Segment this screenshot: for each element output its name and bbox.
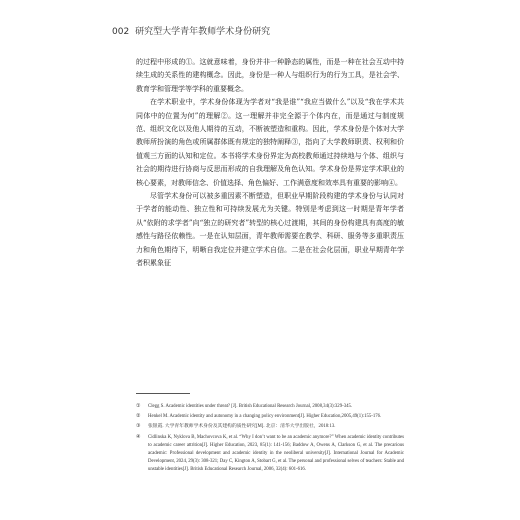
paragraph: 在学术职业中，学术身份体现为学者对“我是谁”“我应当做什么”以及“我在学术共同体中的位置为何”的理解②。这一理解并非完全源于个体内在，而是通过与制度规范、组织文化以及他人期待的互动，不断被塑造和重构。因此，学术身份是个体对大学教师所扮演的角色或所属群体既有规定的独特阐释③，指向了大学教师职责、权利和价值观三方面的认知和定位。本书将学术身份界定为高校教师通过持续地与个体、组织与社会的期待进行协商与反思而形成的自我理解及角色认知。学术身份是界定学术职业的核心要素，对教师信念、价值选择、角色偏好、工作满意度和效率具有重要的影响④。 bbox=[136, 98, 404, 187]
footnote-text: 张银霞. 大学青年教师学术身份及其建构的质性研究[M]. 北京：清华大学出版社，2018:13. bbox=[148, 424, 336, 430]
paragraph: 尽管学术身份可以被多重因素不断塑造，但职业早期阶段构建的学术身份与认同对于学者的能动性、独立性和可持续发展尤为关键。特别是考虑到这一时期是青年学者从“依附的求学者”向“独立的研究者”转型的核心过渡期，其间的身份构建具有高度的敏感性与路径依赖性。一是在认知层面，青年教师需要在教学、科研、服务等多重职责压力和角色期待下，明晰自我定位并建立学术自信。二是在社会化层面，职业早期青年学者积累象征 bbox=[136, 192, 404, 268]
footnotes bbox=[136, 403, 404, 477]
footnote bbox=[136, 413, 404, 421]
footnote bbox=[136, 423, 404, 431]
footnote-mark: ④ bbox=[136, 434, 141, 440]
footnote-text: Cidlinska K, Nyklova B, Machovcova K, et al. “Why I don’t want to be an academic anymore?” When academic identity contributes to academic career attrition[J]. Higher Education, 2023, 85(1): 141-156; Baddow A, Owens A, Clarkson G, et al. The precarious academic: Professional development and academic identity in the neoliberal university[J]. International Journal for Academic Development, 2024, 29(3): 308-321; Day C, Kington A, Stobart G, et al. The personal and professional selves of teachers: Stable and unstable identities[J]. British Educational Research Journal, 2006, 32(4): 601-616. bbox=[148, 434, 404, 473]
running-header bbox=[112, 27, 412, 38]
footnote-mark: ① bbox=[136, 404, 141, 409]
running-title: 研究型大学青年教师学术身份研究 bbox=[135, 27, 271, 37]
footnote-mark: ③ bbox=[136, 424, 141, 430]
footnote bbox=[136, 403, 404, 411]
footnote-text: Clegg S. Academic identities under threat? [J]. British Educational Research Journal, 2008,34(3):329-345. bbox=[148, 404, 353, 409]
footnote-mark: ② bbox=[136, 414, 141, 420]
paragraph: 的过程中形成的①。这就意味着，身份并非一种静态的属性，而是一种在社会互动中持续生成的关系性的建构概念。因此，身份是一种人与组织行为的行为工具，是社会学、教育学和管理学等学科的重要概念。 bbox=[136, 58, 404, 93]
body-text bbox=[136, 56, 404, 271]
footnote bbox=[136, 434, 404, 475]
page-number: 002 bbox=[112, 27, 130, 37]
footnote-text: Henkel M. Academic identity and autonomy in a changing policy environment[J]. Higher Education,2005,49(1):155-176. bbox=[148, 414, 382, 420]
footnote-divider bbox=[136, 393, 190, 394]
